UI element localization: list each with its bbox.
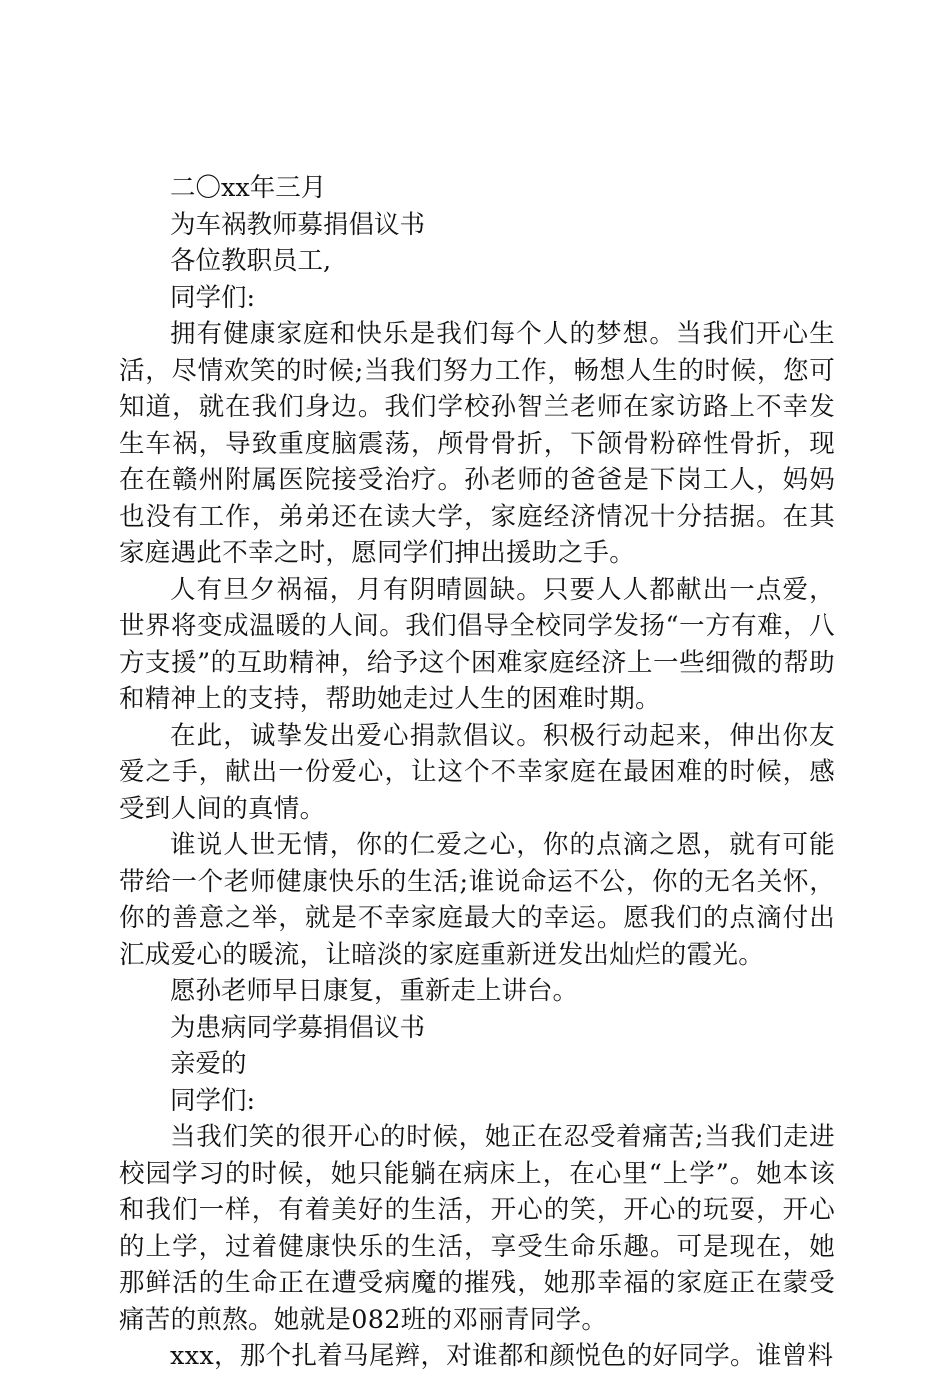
- document-page: [119, 170, 835, 1375]
- paragraph-4: 谁说人世无情，你的仁爱之心，你的点滴之恩，就有可能带给一个老师健康快乐的生活;谁说命运不公，你的无名关怀，你的善意之举，就是不幸家庭最大的幸运。愿我们的点滴付出汇成爱心的暖流，让暗淡的家庭重新迸发出灿烂的霞光。: [119, 830, 835, 970]
- salutation-staff: 各位教职员工,: [170, 246, 332, 276]
- title-teacher-appeal: 为车祸教师募捐倡议书: [170, 209, 426, 240]
- paragraph-7: xxx，那个扎着马尾辫，对谁都和颜悦色的好同学。谁曾料: [170, 1341, 834, 1371]
- salutation-classmates: 同学们:: [170, 1085, 256, 1116]
- title-student-appeal: 为患病同学募捐倡议书: [170, 1012, 426, 1043]
- date-line: 二〇xx年三月: [170, 173, 327, 203]
- paragraph-5: 愿孙老师早日康复，重新走上讲台。: [170, 976, 579, 1006]
- paragraph-2: 人有旦夕祸福，月有阴晴圆缺。只要人人都献出一点爱，世界将变成温暖的人间。我们倡导全校同学发扬“一方有难，八方支援”的互助精神，给予这个困难家庭经济上一些细微的帮助和精神上的支持，帮助她走过人生的困难时期。: [119, 574, 835, 714]
- paragraph-6: 当我们笑的很开心的时候，她正在忍受着痛苦;当我们走进校园学习的时候，她只能躺在病床上，在心里“上学”。她本该和我们一样，有着美好的生活，开心的笑，开心的玩耍，开心的上学，过着健康快乐的生活，享受生命乐趣。可是现在，她那鲜活的生命正在遭受病魔的摧残，她那幸福的家庭正在蒙受痛苦的煎熬。她就是082班的邓丽青同学。: [119, 1122, 835, 1335]
- paragraph-3: 在此，诚挚发出爱心捐款倡议。积极行动起来，伸出你友爱之手，献出一份爱心，让这个不幸家庭在最困难的时候，感受到人间的真情。: [119, 720, 835, 824]
- salutation-students: 同学们:: [170, 282, 256, 313]
- salutation-dear: 亲爱的: [170, 1049, 247, 1079]
- paragraph-1: 拥有健康家庭和快乐是我们每个人的梦想。当我们开心生活，尽情欢笑的时候;当我们努力工作，畅想人生的时候，您可知道，就在我们身边。我们学校孙智兰老师在家访路上不幸发生车祸，导致重度脑震荡，颅骨骨折，下颌骨粉碎性骨折，现在在赣州附属医院接受治疗。孙老师的爸爸是下岗工人，妈妈也没有工作，弟弟还在读大学，家庭经济情况十分拮据。在其家庭遇此不幸之时，愿同学们抻出援助之手。: [119, 319, 835, 568]
